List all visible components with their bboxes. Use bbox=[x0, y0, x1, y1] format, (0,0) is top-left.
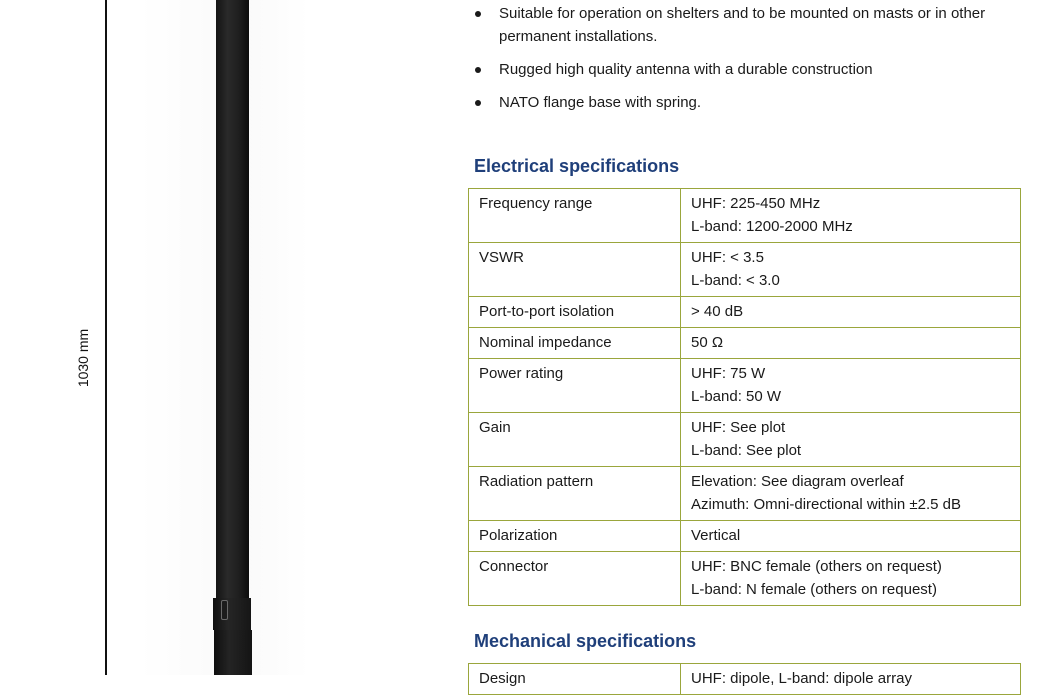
feature-item bbox=[472, 58, 1032, 81]
feature-item bbox=[472, 2, 1032, 48]
spec-label: Frequency range bbox=[469, 189, 681, 243]
spec-value-line: L-band: 50 W bbox=[691, 388, 782, 405]
feature-text: NATO flange base with spring. bbox=[499, 94, 702, 111]
spec-value-line: UHF: BNC female (others on request) bbox=[691, 558, 942, 575]
feature-text: Rugged high quality antenna with a durable construction bbox=[499, 61, 873, 78]
spec-value-line: L-band: 1200-2000 MHz bbox=[691, 218, 853, 235]
spec-label: VSWR bbox=[469, 243, 681, 297]
table-row bbox=[469, 664, 1021, 695]
antenna-joint bbox=[213, 598, 251, 630]
antenna-whip bbox=[216, 0, 249, 628]
spec-value-line: L-band: < 3.0 bbox=[691, 272, 780, 289]
bullet-icon bbox=[475, 67, 481, 73]
spec-value-line: 50 Ω bbox=[691, 334, 724, 351]
dimension-label: 1030 mm bbox=[75, 328, 91, 388]
mechanical-spec-table bbox=[468, 663, 1021, 695]
table-row bbox=[469, 552, 1021, 606]
spec-label: Power rating bbox=[469, 359, 681, 413]
spec-value-line: UHF: 225-450 MHz bbox=[691, 195, 821, 212]
spec-value-line: Elevation: See diagram overleaf bbox=[691, 473, 904, 490]
spec-label: Design bbox=[469, 664, 681, 695]
spec-value bbox=[681, 359, 1021, 413]
spec-value-line: Vertical bbox=[691, 527, 741, 544]
spec-value bbox=[681, 297, 1021, 328]
electrical-heading: Electrical specifications bbox=[474, 156, 680, 176]
spec-value bbox=[681, 467, 1021, 521]
antenna-marker bbox=[221, 600, 228, 620]
spec-value bbox=[681, 189, 1021, 243]
spec-value-line: L-band: See plot bbox=[691, 442, 802, 459]
table-row bbox=[469, 243, 1021, 297]
bullet-icon bbox=[475, 11, 481, 17]
spec-value-line: UHF: See plot bbox=[691, 419, 786, 436]
spec-value bbox=[681, 328, 1021, 359]
spec-label: Polarization bbox=[469, 521, 681, 552]
mechanical-heading: Mechanical specifications bbox=[474, 631, 697, 651]
spec-label: Gain bbox=[469, 413, 681, 467]
feature-text: Suitable for operation on shelters and to be mounted on masts or in other permanent installations. bbox=[499, 5, 986, 45]
table-row bbox=[469, 328, 1021, 359]
spec-label: Nominal impedance bbox=[469, 328, 681, 359]
dimension-line bbox=[105, 0, 107, 675]
spec-value-line: Azimuth: Omni-directional within ±2.5 dB bbox=[691, 496, 962, 513]
spec-value bbox=[681, 664, 1021, 695]
spec-value bbox=[681, 552, 1021, 606]
spec-value bbox=[681, 521, 1021, 552]
antenna-base bbox=[214, 630, 252, 675]
spec-value bbox=[681, 413, 1021, 467]
spec-label: Radiation pattern bbox=[469, 467, 681, 521]
bullet-icon bbox=[475, 100, 481, 106]
spec-value-line: > 40 dB bbox=[691, 303, 744, 320]
table-row bbox=[469, 467, 1021, 521]
table-row bbox=[469, 189, 1021, 243]
spec-value-line: L-band: N female (others on request) bbox=[691, 581, 937, 598]
table-row bbox=[469, 359, 1021, 413]
spec-value-line: UHF: dipole, L-band: dipole array bbox=[691, 670, 912, 687]
spec-label: Connector bbox=[469, 552, 681, 606]
spec-label: Port-to-port isolation bbox=[469, 297, 681, 328]
feature-list bbox=[472, 2, 1032, 124]
feature-item bbox=[472, 91, 1032, 114]
spec-value-line: UHF: 75 W bbox=[691, 365, 766, 382]
electrical-spec-table bbox=[468, 188, 1021, 606]
table-row bbox=[469, 297, 1021, 328]
spec-value bbox=[681, 243, 1021, 297]
spec-value-line: UHF: < 3.5 bbox=[691, 249, 764, 266]
table-row bbox=[469, 521, 1021, 552]
table-row bbox=[469, 413, 1021, 467]
